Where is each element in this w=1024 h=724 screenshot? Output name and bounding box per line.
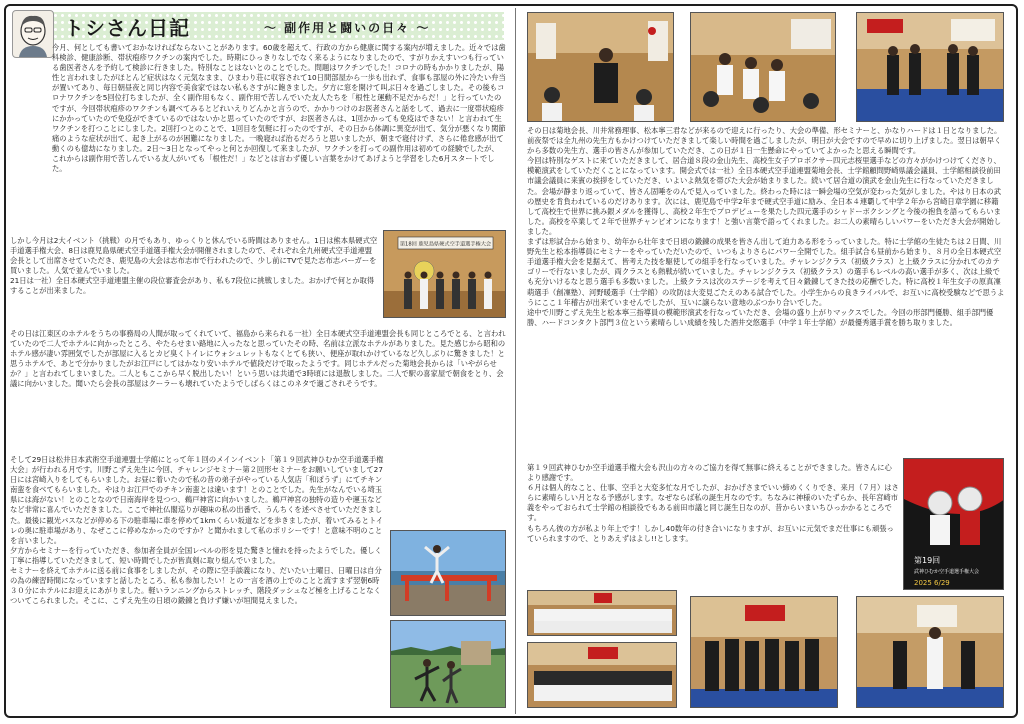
- left-text-events: [10, 236, 378, 328]
- paragraph: 夕方からセミナーを行っていただき、参加者全員が全国レベルの形を見た驚きと憧れを持ったようでした。優しく丁寧に指導していただきまして、短い時間でしたが皆真剣に取り組んでいました。: [10, 545, 382, 565]
- paragraph: もちろん彼の方が私より年上です！しかし40数年の付き合いになりますが、お互いに元気でまだ仕事にも頑張っていられますので、とりあえずはよし!!とします。: [527, 523, 894, 543]
- paragraph: ６月は個人的なこと、仕事、空手と大変多忙な月でしたが、おかげさまでいい締めくくりでき、来月（７月）はさらに素晴らしい月となる予感がします。なぜならば私の誕生月なのです。ちなみに神様のいたずらか、長年宮崎市義をやっておられて士学館の相談役でもある前田市議と同じ誕生日なのが、昔からいまいちひっかかるところです。: [527, 483, 899, 523]
- photo-guest-speaker: [527, 12, 674, 122]
- paragraph: 今月、何としても書いておかなければならないことがあります。60歳を超えて、行政の方から健康に関する案内が増えました。近々では歯科検診、健康診断、帯状疱疹ワクチンの案内でした。時期にひっきりなしでなく来るようになりましたので、すがりかえすいつも行っている歯医者さんを予約して検診に行きました。特別なことはないとのことでした。問題はワクチンでした！コロナの時もかかりましたが、陽性と言われましたがほとんど症状はなく元気なまま、ひまわり荘に収容されて10日間部屋から一歩も出れず、食事も部屋の外に冷たい弁当が置いてあり、毎日朝昼夜と同じ内容で美食家ではない私もさすがに飽きました。夕方に窓を開けて叫ぶ日々を過ごしました。その後もコロナワクチンを5回位打ちましたが、全く副作用もなく、副作用で苦しんでいた友人たちを「根性と運動不足だからだ！」と行っていたのですが、今回帯状疱疹のワクチンも調べてみるとどれいえりどんかと言うので、かかりつけのお医者さんと話をして、過去に一度帯状疱疹にかかっていたので免疫ができているのではないかと思っていたのですが、お医者さんは、1回かかっても免疫はできない！と言われて生ワクチンを打つことにしました。2回打つとのことで、1回目を気軽に打ったのですが、その日から体調に異変が出て、気分が悪くなり関節痛のような症状が出て、起き上がるのが困難になりました。一晩寝れば治るだろうと思いましたが、朝まで寝付けず、さらに倦怠感が出て動くのも億劫になりました。2日〜3日となってやっと何とか回復して来ましたが、ワクチンを打っての副作用は初めての経験でしたが、これからは副作用で苦しんでいる友人がいても「根性だ！」などとは言わず優しい言葉をかけてあげようと学習をした6月スタートでした。: [52, 43, 506, 174]
- paragraph: 今回は特別なゲストに来ていただきまして、居合道８段の金山先生、高校生女子プロボクサー四元志桜里選手などの方々がかけつけてくださり、模範演武をしていただくことになっています。開会式では一社）全日本硬式空手道連盟菊地会長、士学館顧問野崎県議会議員、士学館相談役前田市議会議員に来賓の挨拶をしていただき、いよいよ熱気を帯びた大会が始まりました。続いて居合道の演武を金山先生に行なっていただきました。会場が静まり返っていて、皆さん固唾をのんで見入っていました。終わった時には一瞬会場の空気が変わった気がしました。やはり日本の武の歴史を肯負われているのだけあります。次には、鹿児島で中学2年まで硬式空手道に励み、全日本４連覇して中学２年から宮崎日章学園に移籍して高校生で世界に挑み銀メダルを獲得し、高校２年生でプロデビューを果たした四元選手のシャドーボクシングと今後の抱負を語ってもらいました。高校を卒業して２年で世界チャンピオンになります！と強い言葉で語ってくれました。お二人の素晴らしいパワーをいただき大会が開始しました。: [527, 156, 1002, 236]
- page-title: トシさん日記: [64, 16, 190, 40]
- paragraph: そして29日は松井日本武術空手道連盟士学館にとって年１回のメインイベント「第１９回武神ひむか空手道選手権大会」が行われる月です。川野こずえ先生に今回、チャレンジセミナー第２回形セミナーをお願いしていまして27日には宮崎入りをしてもらいました。お昼に着いたので私の昔の弟子がやっている人気店「和ぽうず」にてチキン南蛮を食べてもらいました。やはりお江戸でのチキン南蛮とは違います！とのことでした。先生がなんでいる埼玉県には海がない！とのことなので日南海岸を見つつ、鵜戸神宮に向かいました。鵜戸神宮の独特の造りや運玉などなど非常に喜んでいただきました。ここで神社仏閣巡りが趣味の私の出番で、うんちくを述べさせていただきました。最後に観光バスなどが停める下の駐車場に車を停めて1kmくらい坂道などを歩きましたが、着いてみるとトイレの奥に駐車場があり、なぜここに停めなかったのですか？と聞かれまして私のポリシーです！と意味不明のことを言いました。: [10, 455, 384, 545]
- right-text-main: [527, 126, 1005, 462]
- photo-officials-lineup: [690, 596, 838, 708]
- photo-udo-shrine-pose: [390, 530, 506, 616]
- tournament-poster: [903, 458, 1004, 590]
- poster-title-line1: 第19回: [914, 556, 941, 565]
- paragraph: 途中で川野こずえ先生と松本寧三指導員の模範形演武を行なっていただき、会場の盛り上がりマックスでした。今回の形部門優勝、組手部門優勝、ハードコンタクト部門３位という素晴らしい成績を残した酒井交悠選手（中学１年士学館）が最優秀選手賞を勝ち取りました。: [527, 307, 994, 327]
- paragraph: セミナーを終えてホテルに送る前に食事をしましたが、その際に空手談義になり、だいたい土曜日、日曜日は自分の為の練習時間になっていますと話したところ、私も参加したい！との一言を酒の上でのことと流すまず翌朝6時３０分にホテルにお迎えにあがりました。軽いランニングからストレッチ、階段ダッシュなど極を上げることなくついてこられました。そこに、こずえ先生の日頃の鍛錬と負けず嫌いが垣間見えました。: [10, 566, 382, 606]
- page-subtitle: ～ 副作用と闘いの日々 ～: [264, 21, 431, 35]
- photo-morning-training: [390, 620, 506, 708]
- left-text-hotel: [10, 329, 506, 453]
- left-text-tournament: [10, 455, 386, 711]
- poster-title-line2: 武神ひむか空手道選手権大会: [914, 569, 980, 575]
- photo-group-seated: [527, 590, 677, 636]
- photo-kagoshima-ceremony: [383, 230, 506, 318]
- paragraph: 第１９回武神ひむか空手道選手権大会も沢山の方々のご協力を得て無事に終えることができました。皆さんに心より感謝です。: [527, 463, 892, 483]
- poster-date: 2025 6/29: [914, 579, 950, 587]
- paragraph: しかし今月は2大イベント（挑戦）の月でもあり、ゆっくりと休んでいる時間はありません。1日は熊本県硬式空手道選手権大会、8日は鹿児島県硬式空手道選手権大会が開催されましたので、それぞれ全九州硬式空手道連盟会長として出席させていただき、鹿児島の大会は志布志市で行われたので、少し前にTVで見た志布志バーガーを買いました。人気で並んでいました。: [10, 236, 378, 276]
- photo-group-standing: [527, 642, 677, 708]
- paragraph: その日は江東区のホテルをうちの事務局の人間が取ってくれていて、福島から来られる一社）全日本硬式空手道連盟会長も同じところでとる、と言われていたので二人でホテルに向かったところ、やたらせまい路地に入ったなと思っていたその時、名前は立派なホテルがありました。見た感じから昭和のホテル感が凄い雰囲気でしたが部屋に入るとカビ臭くトイレにウォシュレットもなくとても狭い、便座が取れかけているなど久しぶりに驚きました！と思うホテルで、あとで分かりましたがお江戸にしてはかなり安いホテルで値段だけで取ったようです。同じホテルだった菊地会長からは「いやがらせか？」と言われてしまいました。二人ともここから早く脱出したい！という思いは共通で3時頃には退散しました。二人で駅の喜家屋で朝食をとり、会議に向かいました。聞いたら会長の部屋はクーラーも壊れていたようでしばらくはこのネタで過ごされそうです。: [10, 329, 506, 389]
- photo-opening-ceremony: [856, 12, 1004, 122]
- column-divider: [515, 8, 516, 714]
- signboard-text: 第18回 鹿児島県硬式空手道選手権大会: [399, 241, 492, 248]
- left-text-intro: [10, 43, 506, 235]
- paragraph: まずは形試合から始まり、幼年から壮年まで日頃の鍛錬の成果を皆さん出して迫力ある形をうっていました。特に士学館の生徒たちは２日間、川野先生と松本指導員にセミナーをやっていただいたので、いつもよりさらにパワー全開でした。組手試合も昼前から始まり、８月の全日本硬式空手道選手権大会を見据えて、皆考えた技を駆使しての組手を行なっていました。チャレンジクラス（初級クラス）と上級クラスに分かれてのカテゴリーで行ないましたが、両クラスとも熱戦が続いていました。チャレンジクラス（初級クラス）の選手もレベルの高い選手が多く、次は上級でも充分いけるなと思う選手も多数いました。上級クラスは次のステージを考えて日々鍛錬してきた技の応酬でした。特に高校１年生女子の原真凜萌選手（創凜塾）、河野暖選手（士学館）の攻防は大変見ごたえのある試合でした。小学生からの良きライバルで、お互いに高校受験などで思うようにここ１年稽古が出来ていませんでしたが、互いに譲らない意地のぶつかり合いでした。: [527, 237, 1005, 307]
- photo-award-presentation: [856, 596, 1004, 708]
- paragraph: その日は菊地会長、川井常務理事、松本寧三君などが来るので迎えに行ったり、大会の準備、形セミナーと、かなりハードは１日となりました。前夜祭では全九州の先生方もかけつけていただきまして楽しい時間を過ごしましたが、明日が大会ですので早めに切り上げました。翌日は朝早くから多数の先生方、選手の皆さんが参加していただき、この日が１日一生懸命にやっていてよかったと思える瞬間です。: [527, 126, 1002, 156]
- paragraph: 21日は一社）全日本硬式空手道連盟主催の段位審査会があり、私も7段位に挑戦しました。おかげで何とか取得することが出来ました。: [10, 276, 375, 296]
- right-text-closing: [527, 463, 899, 587]
- photo-kata-seminar: [690, 12, 836, 122]
